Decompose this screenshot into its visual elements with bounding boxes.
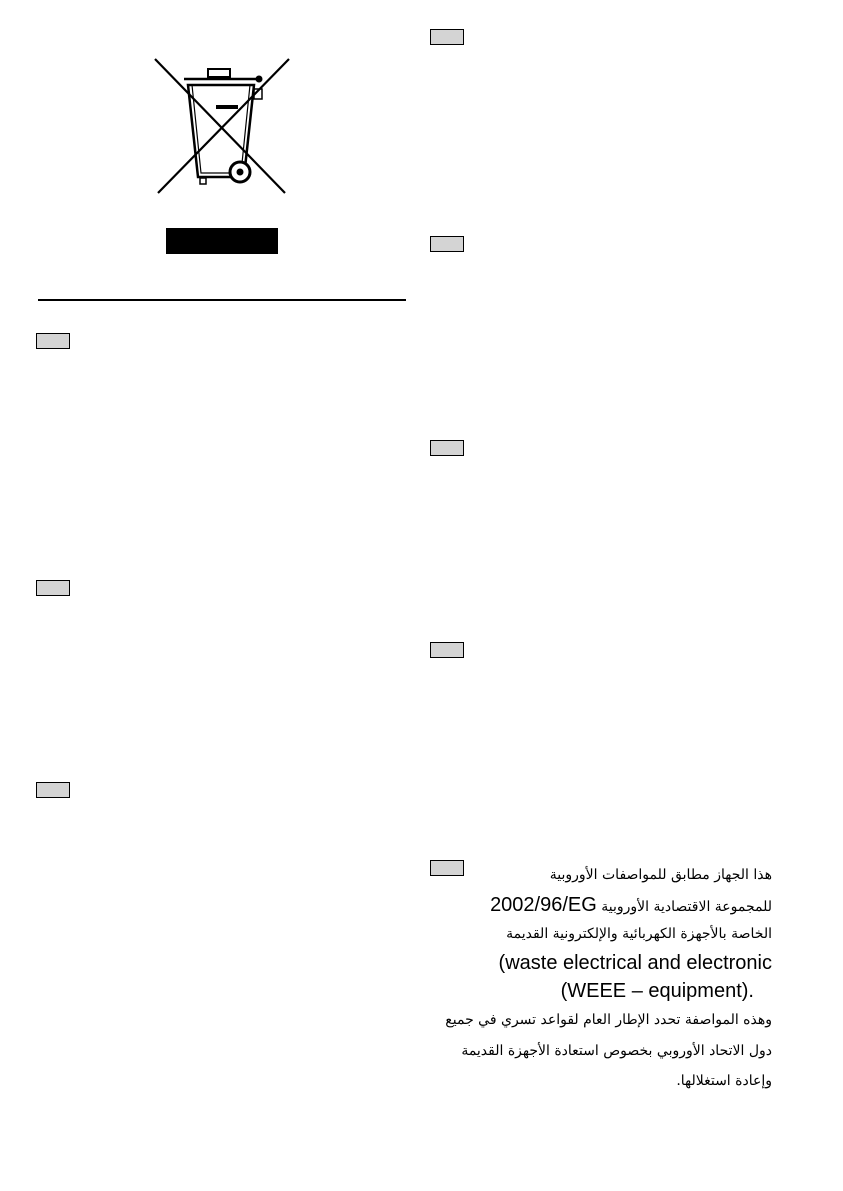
directive-code: 2002/96/EG xyxy=(490,893,597,916)
language-badge xyxy=(36,782,70,798)
language-badge xyxy=(36,333,70,349)
english-line-5: (WEEE – equipment). xyxy=(560,980,754,1002)
english-line-4: (waste electrical and electronic xyxy=(498,952,772,974)
language-badge-arabic xyxy=(430,860,464,876)
arabic-line-3: الخاصة بالأجهزة الكهربائية والإلكترونية القديمة xyxy=(506,925,772,942)
weee-crossed-bin-icon xyxy=(150,55,292,197)
language-badge xyxy=(36,580,70,596)
black-bar xyxy=(166,228,278,254)
section-divider xyxy=(38,299,406,301)
arabic-line-1: هذا الجهاز مطابق للمواصفات الأوروبية xyxy=(549,867,772,883)
arabic-line-8: وإعادة استغلالها. xyxy=(676,1073,772,1089)
language-badge xyxy=(430,236,464,252)
language-badge xyxy=(430,29,464,45)
arabic-line-6: وهذه المواصفة تحدد الإطار العام لقواعد تسري في جميع xyxy=(445,1012,772,1028)
language-badge xyxy=(430,440,464,456)
arabic-line-2-text: للمجموعة الاقتصادية الأوروبية xyxy=(601,898,772,915)
arabic-line-7: دول الاتحاد الأوروبي بخصوص استعادة الأجهزة القديمة xyxy=(461,1042,772,1059)
language-badge xyxy=(430,642,464,658)
arabic-line-2 xyxy=(470,891,772,919)
arabic-weee-notice xyxy=(445,860,772,1097)
